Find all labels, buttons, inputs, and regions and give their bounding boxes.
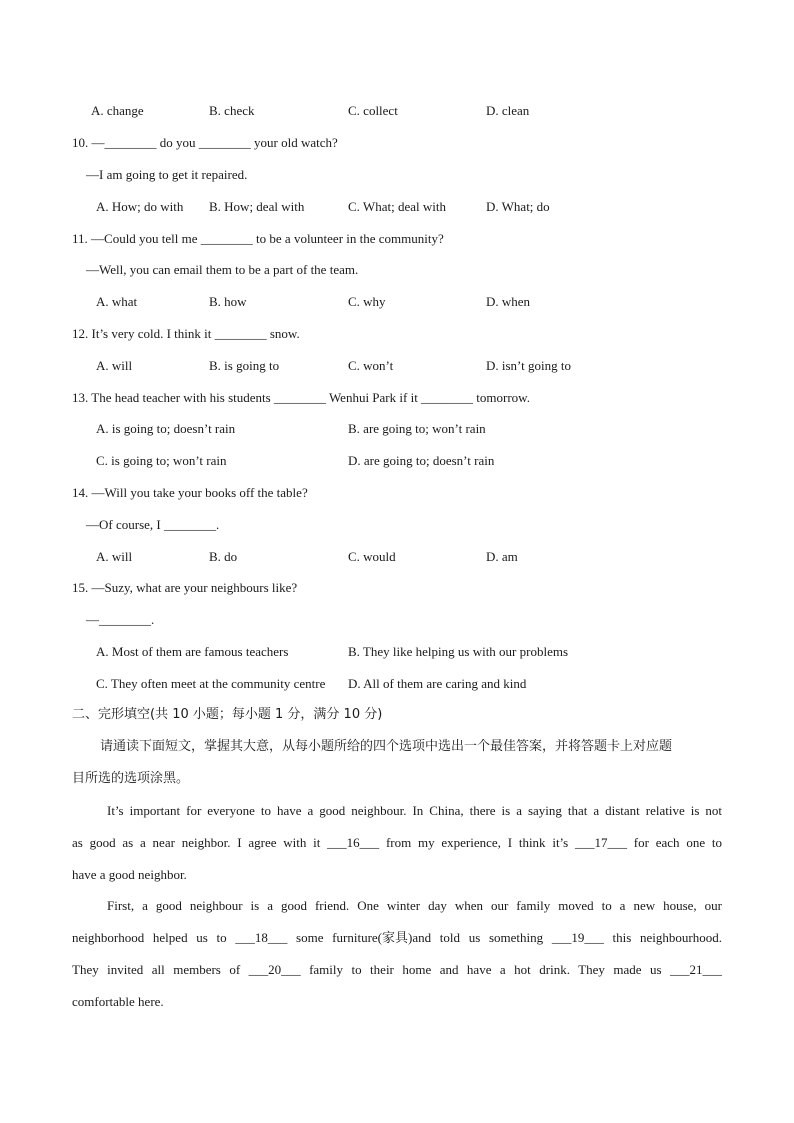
passage-p2-line2: neighborhood helped us to ___18___ some furniture(家具)and told us something ___19___ this neighbourhood. [72,930,722,945]
passage-p1-line3: have a good neighbor. [72,867,187,882]
q15-option-c: C. They often meet at the community centre [96,676,326,691]
q9-option-b: B. check [209,103,255,118]
q15-option-a: A. Most of them are famous teachers [96,644,289,659]
q9-option-c: C. collect [348,103,398,118]
q12-stem: 12. It’s very cold. I think it ________ snow. [72,326,300,341]
q11-option-a: A. what [96,294,138,309]
q10-option-a: A. How; do with [96,199,184,214]
q14-stem: 14. —Will you take your books off the table? [72,485,308,500]
q12-option-a: A. will [96,358,133,373]
q13-option-d: D. are going to; doesn’t rain [348,453,495,468]
passage-p2-line3: They invited all members of ___20___ family to their home and have a hot drink. They made us ___21___ [72,962,722,977]
q14-option-b: B. do [209,549,238,564]
q15-option-b: B. They like helping us with our problems [348,644,569,659]
q14-reply: —Of course, I ________. [86,517,220,532]
q13-stem: 13. The head teacher with his students ________ Wenhui Park if it ________ tomorrow. [72,390,530,405]
q10-option-d: D. What; do [486,199,550,214]
q13-option-c: C. is going to; won’t rain [96,453,227,468]
q11-option-d: D. when [486,294,531,309]
q13-option-a: A. is going to; doesn’t rain [96,421,236,436]
q10-option-c: C. What; deal with [348,199,446,214]
q11-option-b: B. how [209,294,247,309]
q10-stem: 10. —________ do you ________ your old watch? [72,135,338,150]
q9-option-d: D. clean [486,103,530,118]
q9-option-a: A. change [91,103,144,118]
passage-p1-line1: It’s important for everyone to have a good neighbour. In China, there is a saying that a distant relative is not [107,803,722,818]
q11-option-c: C. why [348,294,386,309]
passage-p1-line2: as good as a near neighbor. I agree with it ___16___ from my experience, I think it’s ___17___ for each one to [72,835,722,850]
passage-p2-line4: comfortable here. [72,994,164,1009]
q14-option-c: C. would [348,549,396,564]
q14-option-a: A. will [96,549,133,564]
q15-option-d: D. All of them are caring and kind [348,676,527,691]
q15-stem: 15. —Suzy, what are your neighbours like? [72,580,298,595]
q12-option-b: B. is going to [209,358,280,373]
q15-reply: —________. [86,612,155,627]
q12-option-d: D. isn’t going to [486,358,571,373]
q10-option-b: B. How; deal with [209,199,305,214]
section-heading: 二、完形填空(共 10 小题；每小题 1 分，满分 10 分) [72,707,383,722]
q11-reply: —Well, you can email them to be a part of the team. [86,262,359,277]
section-instruction-line2: 目所选的选项涂黑。 [72,771,190,786]
q10-reply: —I am going to get it repaired. [86,167,248,182]
q14-option-d: D. am [486,549,518,564]
section-instruction-line1: 请通读下面短文，掌握其大意，从每小题所给的四个选项中选出一个最佳答案，并将答题卡上对应题 [100,739,673,754]
q12-option-c: C. won’t [348,358,394,373]
q13-option-b: B. are going to; won’t rain [348,421,486,436]
q11-stem: 11. —Could you tell me ________ to be a volunteer in the community? [72,231,444,246]
passage-p2-line1: First, a good neighbour is a good friend. One winter day when our family moved to a new house, our [107,898,722,913]
